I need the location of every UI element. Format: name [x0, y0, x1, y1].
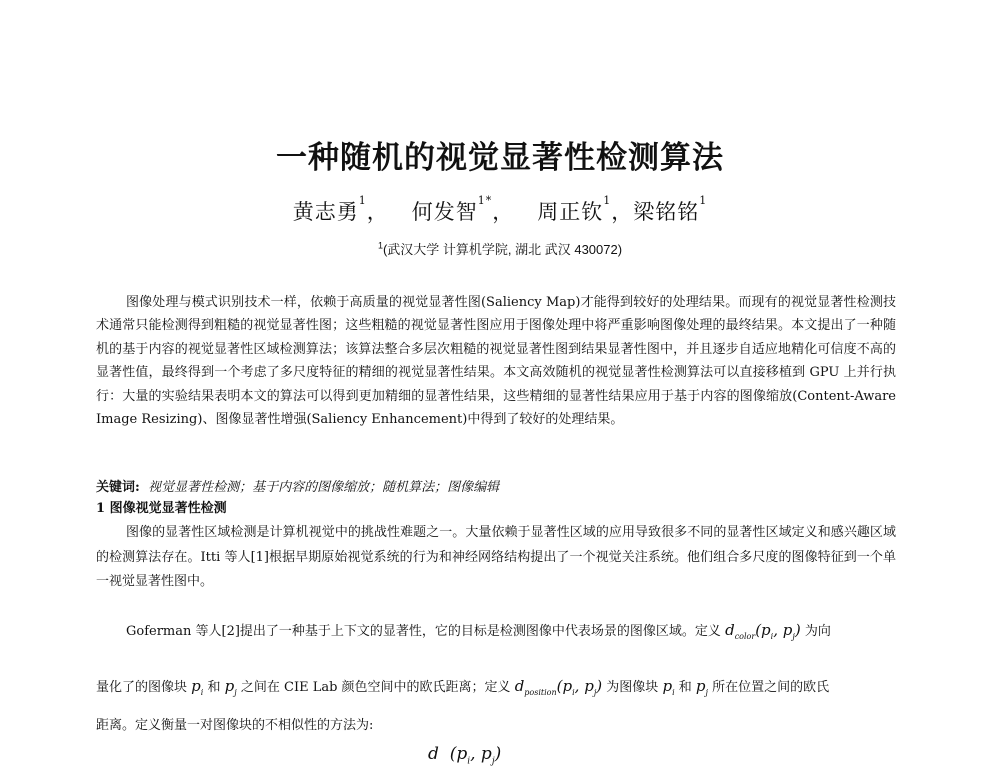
- section-paragraph-line: [96, 714, 896, 733]
- math-subscript: i: [572, 688, 575, 697]
- math-args-comma: , p: [470, 744, 492, 764]
- math-symbol: d: [514, 677, 525, 695]
- math-args-open: (p: [556, 677, 573, 695]
- author-affil-mark: 1: [699, 194, 708, 207]
- math-args-open: (p: [449, 744, 468, 764]
- paragraph-text: 为向: [804, 624, 831, 639]
- math-args-close: ): [794, 621, 801, 639]
- math-subscript: i: [770, 632, 774, 641]
- section-paragraph: 图像的显著性区域检测是计算机视觉中的挑战性难题之一。大量依赖于显著性区域的应用导致很多不同的显著性区域定义和感兴趣区域的检测算法存在。Itti 等人[1]根据早期原始视觉系统的行为和神经网络结构提出了一个视觉关注系统。他们组合多尺度的图像特征到一个单一视觉显著性图中。: [96, 525, 896, 589]
- math-symbol: d: [428, 744, 439, 764]
- math-subscript: j: [491, 756, 495, 766]
- author-separator: ，: [366, 200, 389, 224]
- paragraph-text: 之间在 CIE Lab 颜色空间中的欧氏距离；定义: [240, 680, 511, 695]
- author-name: 何发智: [411, 200, 478, 224]
- paragraph-text: 量化了的图像块: [96, 680, 188, 695]
- math-args-close: ): [596, 677, 603, 695]
- math-subscript: i: [467, 756, 471, 766]
- math-args-comma: , p: [773, 621, 793, 639]
- author-separator: ，: [611, 200, 634, 224]
- math-subscript: color: [734, 632, 756, 641]
- math-args-comma: , p: [574, 677, 594, 695]
- math-symbol: d: [725, 621, 735, 639]
- math-p-j: [225, 677, 237, 695]
- paragraph-text: 为图像块: [606, 680, 659, 695]
- math-subscript: i: [200, 688, 204, 697]
- math-subscript: j: [705, 688, 709, 697]
- math-symbol: p: [695, 677, 706, 695]
- affiliation: [0, 239, 1000, 258]
- section-paragraph-line: [126, 620, 896, 641]
- keywords-label: 关键词:: [96, 480, 140, 495]
- author-affil-mark: 1*: [477, 194, 493, 207]
- section-heading: 1 图像视觉显著性检测: [96, 501, 227, 516]
- author-name: 梁铭铭: [633, 200, 700, 224]
- author-affil-mark: 1: [358, 194, 367, 207]
- author-name: 黄志勇: [292, 200, 359, 224]
- math-symbol: p: [191, 677, 201, 695]
- math-subscript: position: [524, 688, 557, 697]
- math-subscript: j: [792, 632, 795, 641]
- author-separator: ，: [492, 200, 515, 224]
- affiliation-text: (武汉大学 计算机学院, 湖北 武汉 430072): [382, 242, 623, 257]
- math-p-j: [696, 677, 708, 695]
- paragraph-text: 和: [678, 680, 692, 695]
- paper-title: 一种随机的视觉显著性检测算法: [276, 140, 724, 176]
- paragraph-text: 和: [207, 680, 221, 695]
- math-p-i: [662, 677, 674, 695]
- section-paragraph-line: [96, 676, 896, 697]
- math-args-close: ): [494, 744, 502, 764]
- paragraph-text: 距离。定义衡量一对图像块的不相似性的方法为:: [96, 718, 374, 733]
- author-name: 周正钦: [537, 200, 604, 224]
- paragraph-text: 所在位置之间的欧氏: [712, 680, 830, 695]
- abstract: 图像处理与模式识别技术一样，依赖于高质量的视觉显著性图(Saliency Map)才能得到较好的处理结果。而现有的视觉显著性检测技术通常只能检测得到粗糙的视觉显著性图；这些粗糙的视觉显著性图应用于图像处理中将严重影响图像处理的最终结果。本文提出了一种随机的基于内容的视觉显著性区域检测算法；该算法整合多层次粗糙的视觉显著性图到结果显著性图中，并且逐步自适应地精化可信度不高的显著性值，最终得到一个考虑了多尺度特征的精细的视觉显著性结果。本文高效随机的视觉显著性检测算法可以直接移植到 GPU 上并行执行：大量的实验结果表明本文的算法可以得到更加精细的显著性结果，这些精细的显著性结果应用于基于内容的图像缩放(Content-Aware Image Resizing)、图像显著性增强(Saliency Enhancement)中得到了较好的处理结果。: [96, 295, 896, 428]
- math-d-color: [725, 621, 801, 639]
- math-p-i: [191, 677, 203, 695]
- math-args-open: (p: [755, 621, 771, 639]
- paragraph-text: Goferman 等人[2]提出了一种基于上下文的显著性，它的目标是检测图像中代表场景的图像区域。定义: [126, 624, 721, 639]
- keywords-text: 视觉显著性检测；基于内容的图像缩放；随机算法；图像编辑: [148, 480, 500, 495]
- author-affil-mark: 1: [603, 194, 612, 207]
- author-list: [0, 196, 1000, 226]
- math-symbol: p: [224, 677, 235, 695]
- math-symbol: p: [662, 677, 673, 695]
- math-subscript: j: [234, 688, 237, 697]
- affiliation-mark: 1: [377, 240, 383, 251]
- equation-partial: [428, 744, 501, 766]
- keywords: [96, 477, 896, 499]
- math-subscript: j: [593, 688, 597, 697]
- math-subscript: i: [672, 688, 675, 697]
- math-d-position: [515, 677, 602, 695]
